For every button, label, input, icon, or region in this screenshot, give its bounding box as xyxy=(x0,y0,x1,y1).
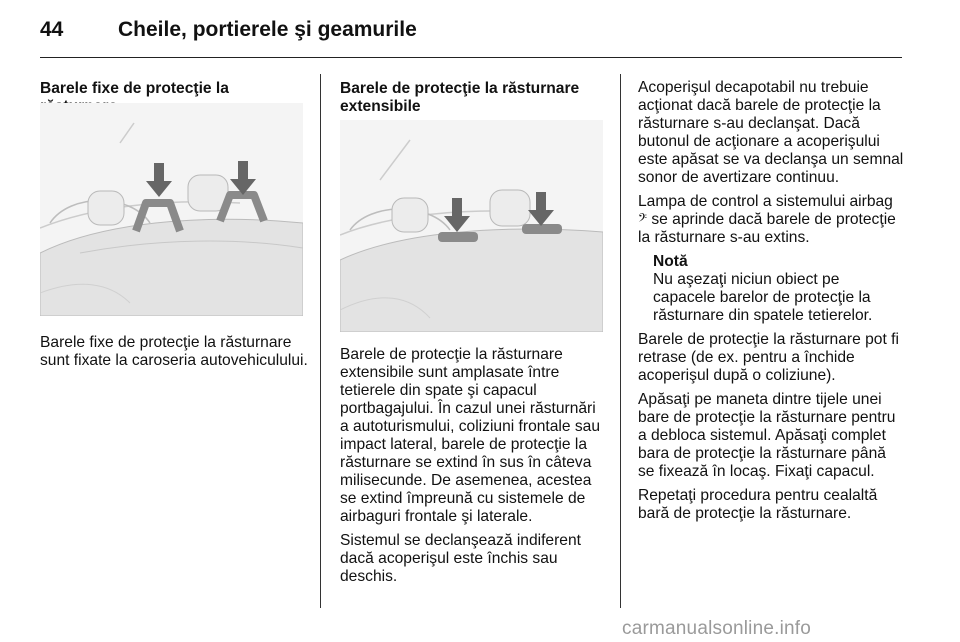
column-divider-2 xyxy=(620,74,621,608)
paragraph-retract: Barele de protecţie la răsturnare pot fi retrase (de ex. pentru a închide acoperişul după o coliziune). xyxy=(638,331,899,384)
paragraph-unlock-procedure: Apăsaţi pe maneta dintre tijele unei bare de protecţie la răsturnare pentru a debloca sistemul. Apăsaţi complet bara de protecţie la răsturnare până se fixează în locaş. Fixaţi capacul. xyxy=(638,391,896,480)
paragraph-extendable-rollbars: Barele de protecţie la răsturnare extensibile sunt amplasate între tetierele din spate şi capacul portbagajului. În cazul unei răsturnări a autoturismului, coliziuni frontale sau impact lateral, barele de protecţie la răsturnare se extind în sus în câteva milisecunde. De asemenea, acestea se extind împreună cu sistemele de airbaguri frontale şi laterale. xyxy=(340,346,601,525)
column-divider-1 xyxy=(320,74,321,608)
section-heading-extendable-rollbars: Barele de protecţie la răsturnare extensibile xyxy=(340,80,580,115)
header-rule xyxy=(40,57,902,58)
paragraph-airbag-lamp xyxy=(638,193,906,247)
watermark: carmanualsonline.info xyxy=(622,618,812,639)
paragraph-repeat: Repetaţi procedura pentru cealaltă bară de protecţie la răsturnare. xyxy=(638,487,878,522)
figure-extendable-rollbars xyxy=(340,120,603,332)
column-2-body xyxy=(340,346,608,592)
chapter-title: Cheile, portierele şi geamurile xyxy=(118,18,417,41)
column-1-body xyxy=(40,334,308,376)
note-title: Notă xyxy=(653,253,688,270)
column-2 xyxy=(340,80,608,122)
figure-fixed-rollbars xyxy=(40,103,303,316)
page-number: 44 xyxy=(40,18,64,41)
paragraph-fixed-rollbars: Barele fixe de protecţie la răsturnare sunt fixate la caroseria autovehiculului. xyxy=(40,334,308,369)
car-rear-extendable-rollbars-illustration xyxy=(340,120,603,332)
car-rear-fixed-rollbars-illustration xyxy=(40,103,303,316)
paragraph-roof-warning: Acoperişul decapotabil nu trebuie acţionat dacă barele de protecţie la răsturnare s-au declanşat. Dacă butonul de acţionare a acoperişului este apăsat se va declanşa un semnal sonor de avertizare continuu. xyxy=(638,79,904,186)
note-box xyxy=(653,253,906,325)
airbag-warning-icon: 𝄢 xyxy=(638,212,648,228)
airbag-lamp-text-after: se aprinde dacă barele de protecţie la răsturnare s-au extins. xyxy=(638,211,896,246)
paragraph-system-trigger: Sistemul se declanşează indiferent dacă acoperişul este închis sau deschis. xyxy=(340,532,581,585)
column-3 xyxy=(638,79,906,529)
airbag-lamp-text-before: Lampa de control a sistemului airbag xyxy=(638,193,893,210)
section-heading-fixed-rollbars: Barele fixe de protecţie la xyxy=(40,80,229,97)
note-text: Nu aşezaţi niciun obiect pe capacele barelor de protecţie la răsturnare din spatele tetierelor. xyxy=(653,271,873,324)
